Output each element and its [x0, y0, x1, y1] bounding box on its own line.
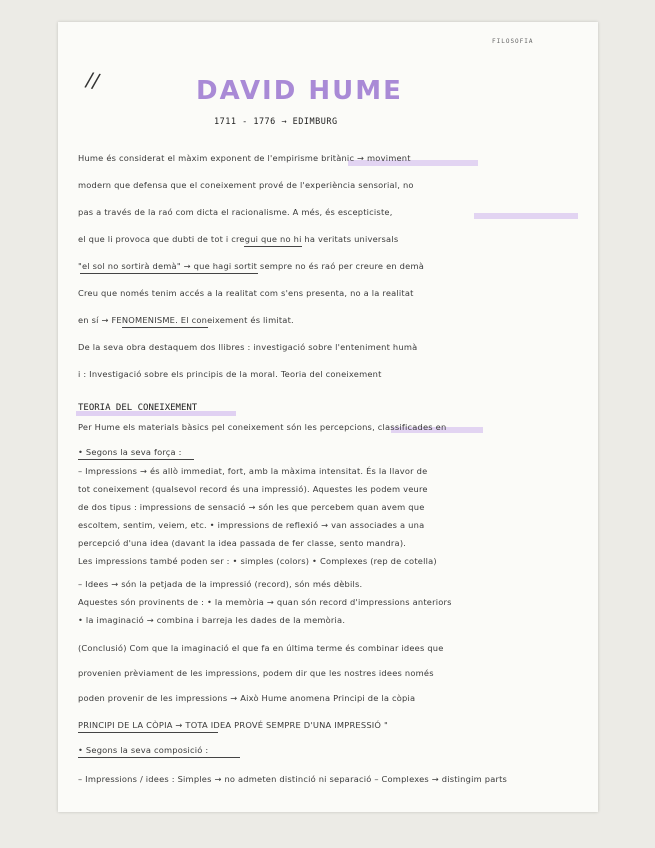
- section-heading: TEORIA DEL CONEIXEMENT: [78, 403, 198, 413]
- page-title: DAVID HUME: [196, 76, 403, 106]
- underline: [78, 732, 218, 733]
- text-line: Aquestes són provinents de : • la memòria → quan són record d'impressions anteriors: [78, 597, 452, 607]
- text-line: en sí → FENOMENISME. El coneixement és limitat.: [78, 315, 294, 325]
- text-line: poden provenir de les impressions → Això Hume anomena Principi de la còpia: [78, 693, 416, 703]
- text-line: De la seva obra destaquem dos llibres : investigació sobre l'enteniment humà: [78, 342, 418, 352]
- text-line: Per Hume els materials bàsics pel coneixement són les percepcions, classificades en: [78, 422, 447, 432]
- text-line: – Impressions → és allò immediat, fort, amb la màxima intensitat. És la llavor de: [78, 466, 428, 476]
- text-line: • Segons la seva força :: [78, 447, 182, 457]
- text-line: Creu que només tenim accés a la realitat com s'ens presenta, no a la realitat: [78, 288, 414, 298]
- text-line: i : Investigació sobre els principis de la moral. Teoria del coneixement: [78, 369, 382, 379]
- text-line: provenien prèviament de les impressions, podem dir que les nostres idees només: [78, 668, 434, 678]
- page-subtitle: 1711 - 1776 → EDIMBURG: [214, 117, 338, 127]
- text-line: PRINCIPI DE LA CÒPIA → TOTA IDEA PROVÉ SEMPRE D'UNA IMPRESSIÓ ": [78, 720, 389, 730]
- text-line: pas a través de la raó com dicta el racionalisme. A més, és escepticiste,: [78, 207, 393, 217]
- corner-label: FILOSOFIA: [492, 38, 534, 45]
- text-line: • Segons la seva composició :: [78, 745, 209, 755]
- text-line: – Idees → són la petjada de la impressió (record), són més dèbils.: [78, 579, 363, 589]
- text-line: "el sol no sortirà demà" → que hagi sortit sempre no és raó per creure en demà: [78, 261, 425, 271]
- text-line: el que li provoca que dubti de tot i cregui que no hi ha veritats universals: [78, 234, 399, 244]
- text-line: Les impressions també poden ser : • simples (colors) • Complexes (rep de cotella): [78, 556, 437, 566]
- text-line: escoltem, sentim, veiem, etc. • impressions de reflexió → van associades a una: [78, 520, 425, 530]
- text-line: tot coneixement (qualsevol record és una impressió). Aquestes les podem veure: [78, 484, 428, 494]
- underline: [244, 246, 302, 247]
- text-line: (Conclusió) Com que la imaginació el que fa en última terme és combinar idees que: [78, 643, 444, 653]
- text-line: percepció d'una idea (davant la idea passada de fer classe, sento mandra).: [78, 538, 407, 548]
- text-line: – Impressions / idees : Simples → no admeten distinció ni separació – Complexes → distingim parts: [78, 774, 508, 784]
- underline: [122, 327, 208, 328]
- text-line: Hume és considerat el màxim exponent de l'empirisme britànic → moviment: [78, 153, 411, 163]
- text-line: • la imaginació → combina i barreja les dades de la memòria.: [78, 615, 346, 625]
- underline: [78, 757, 240, 758]
- margin-mark: //: [83, 66, 102, 94]
- text-line: de dos tipus : impressions de sensació → són les que percebem quan avem que: [78, 502, 425, 512]
- underline: [78, 459, 194, 460]
- text-line: modern que defensa que el coneixement prové de l'experiència sensorial, no: [78, 180, 414, 190]
- underline: [80, 273, 258, 274]
